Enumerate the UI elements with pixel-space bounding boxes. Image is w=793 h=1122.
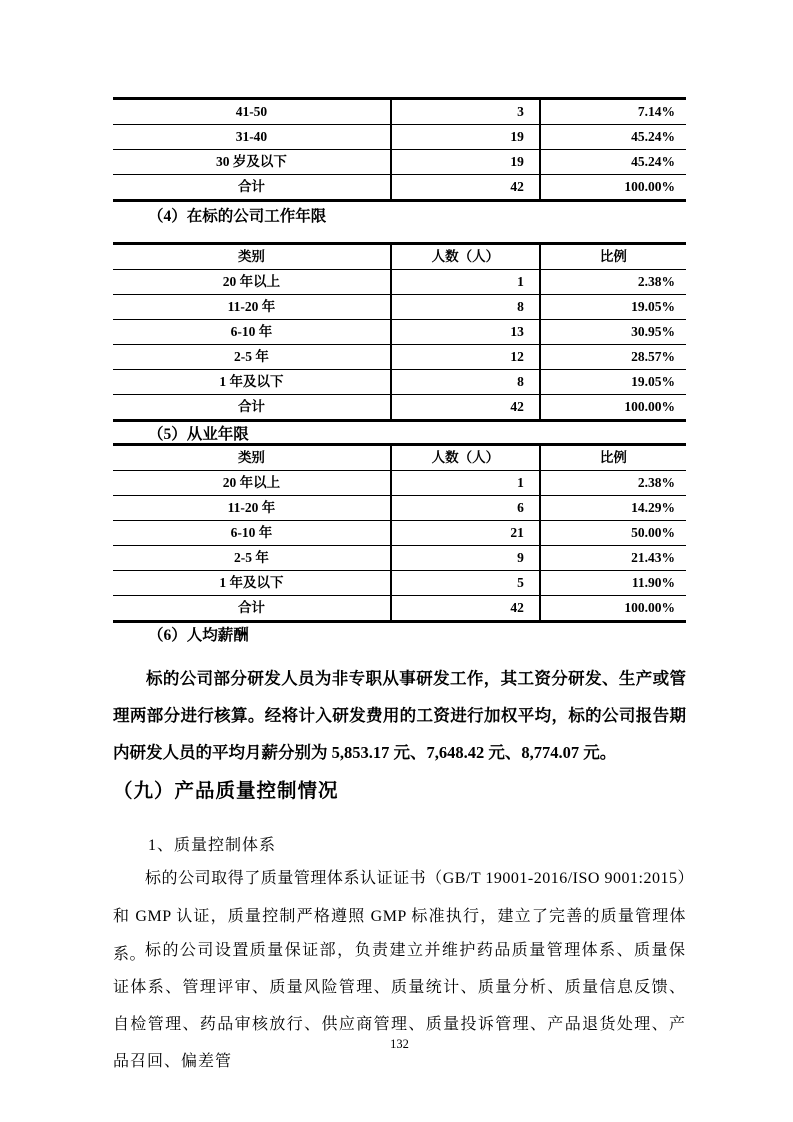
table-cell: 20 年以上 [113, 471, 391, 496]
table-cell: 19.05% [540, 370, 686, 395]
table-cell: 合计 [113, 175, 391, 201]
table-header-cell: 比例 [540, 244, 686, 270]
section-6-heading: （6）人均薪酬 [148, 627, 249, 644]
table-row [113, 471, 686, 496]
table-cell: 8 [391, 370, 540, 395]
table-header-cell: 人数（人） [391, 244, 540, 270]
table-cell: 合计 [113, 395, 391, 421]
table-row [113, 150, 686, 175]
table-cell: 3 [391, 99, 540, 125]
table-cell: 1 [391, 471, 540, 496]
table-row [113, 395, 686, 421]
quality-certification-paragraph: 标的公司取得了质量管理体系认证证书（GB/T 19001-2016/ISO 9001:2015）和 GMP 认证，质量控制严格遵照 GMP 标准执行，建立了完善的质量管理体系。 [113, 870, 686, 963]
section-9-heading: （九）产品质量控制情况 [113, 780, 339, 802]
table-row [113, 270, 686, 295]
table-row [113, 99, 686, 125]
table-row [113, 320, 686, 345]
table-row [113, 571, 686, 596]
table-cell: 11.90% [540, 571, 686, 596]
table-header-cell: 类别 [113, 244, 391, 270]
table-header-cell: 人数（人） [391, 445, 540, 471]
table-cell: 30 岁及以下 [113, 150, 391, 175]
table-cell: 6-10 年 [113, 320, 391, 345]
table-cell: 28.57% [540, 345, 686, 370]
quality-assurance-paragraph: 标的公司设置质量保证部，负责建立并维护药品质量管理体系、质量保证体系、管理评审、质量风险管理、质量统计、质量分析、质量信息反馈、自检管理、药品审核放行、供应商管理、质量投诉管理、产品退货处理、产品召回、偏差管 [113, 942, 686, 1070]
table-cell: 13 [391, 320, 540, 345]
table-row [113, 546, 686, 571]
table-cell: 2-5 年 [113, 345, 391, 370]
table-row [113, 175, 686, 201]
table-cell: 9 [391, 546, 540, 571]
table-cell: 1 年及以下 [113, 571, 391, 596]
table-cell: 2-5 年 [113, 546, 391, 571]
table-header-row [113, 445, 686, 471]
table-cell: 42 [391, 596, 540, 622]
table-cell: 45.24% [540, 125, 686, 150]
table-row [113, 345, 686, 370]
table-cell: 100.00% [540, 596, 686, 622]
table-cell: 1 [391, 270, 540, 295]
table-cell: 21 [391, 521, 540, 546]
professional-tenure-table [113, 443, 686, 623]
section-5-heading: （5）从业年限 [148, 426, 249, 443]
table-row [113, 596, 686, 622]
table-cell: 100.00% [540, 395, 686, 421]
table-cell: 6-10 年 [113, 521, 391, 546]
table-cell: 7.14% [540, 99, 686, 125]
table-cell: 12 [391, 345, 540, 370]
table-cell: 2.38% [540, 471, 686, 496]
table-row [113, 295, 686, 320]
subsection-quality-control-heading: 1、质量控制体系 [148, 837, 277, 854]
table-cell: 100.00% [540, 175, 686, 201]
table-row [113, 125, 686, 150]
table-cell: 20 年以上 [113, 270, 391, 295]
table-row [113, 521, 686, 546]
table-cell: 8 [391, 295, 540, 320]
table-cell: 42 [391, 395, 540, 421]
table-cell: 19.05% [540, 295, 686, 320]
page-number: 132 [390, 1037, 409, 1051]
table-cell: 30.95% [540, 320, 686, 345]
table-header-row [113, 244, 686, 270]
table-cell: 2.38% [540, 270, 686, 295]
table-cell: 合计 [113, 596, 391, 622]
table-cell: 19 [391, 150, 540, 175]
company-tenure-table [113, 242, 686, 422]
table-row [113, 370, 686, 395]
average-salary-paragraph: 标的公司部分研发人员为非专职从事研发工作，其工资分研发、生产或管理两部分进行核算。经将计入研发费用的工资进行加权平均，标的公司报告期内研发人员的平均月薪分别为 5,853.17 元、7,648.42 元、8,774.07 元。 [113, 669, 686, 762]
table-cell: 5 [391, 571, 540, 596]
table-cell: 14.29% [540, 496, 686, 521]
table-cell: 50.00% [540, 521, 686, 546]
table-header-cell: 类别 [113, 445, 391, 471]
table-cell: 42 [391, 175, 540, 201]
table-row [113, 496, 686, 521]
section-4-heading: （4）在标的公司工作年限 [148, 208, 327, 225]
table-cell: 11-20 年 [113, 496, 391, 521]
table-cell: 6 [391, 496, 540, 521]
table-cell: 45.24% [540, 150, 686, 175]
age-range-table [113, 97, 686, 202]
table-cell: 19 [391, 125, 540, 150]
table-cell: 31-40 [113, 125, 391, 150]
table-cell: 41-50 [113, 99, 391, 125]
table-header-cell: 比例 [540, 445, 686, 471]
table-cell: 1 年及以下 [113, 370, 391, 395]
table-cell: 21.43% [540, 546, 686, 571]
table-cell: 11-20 年 [113, 295, 391, 320]
